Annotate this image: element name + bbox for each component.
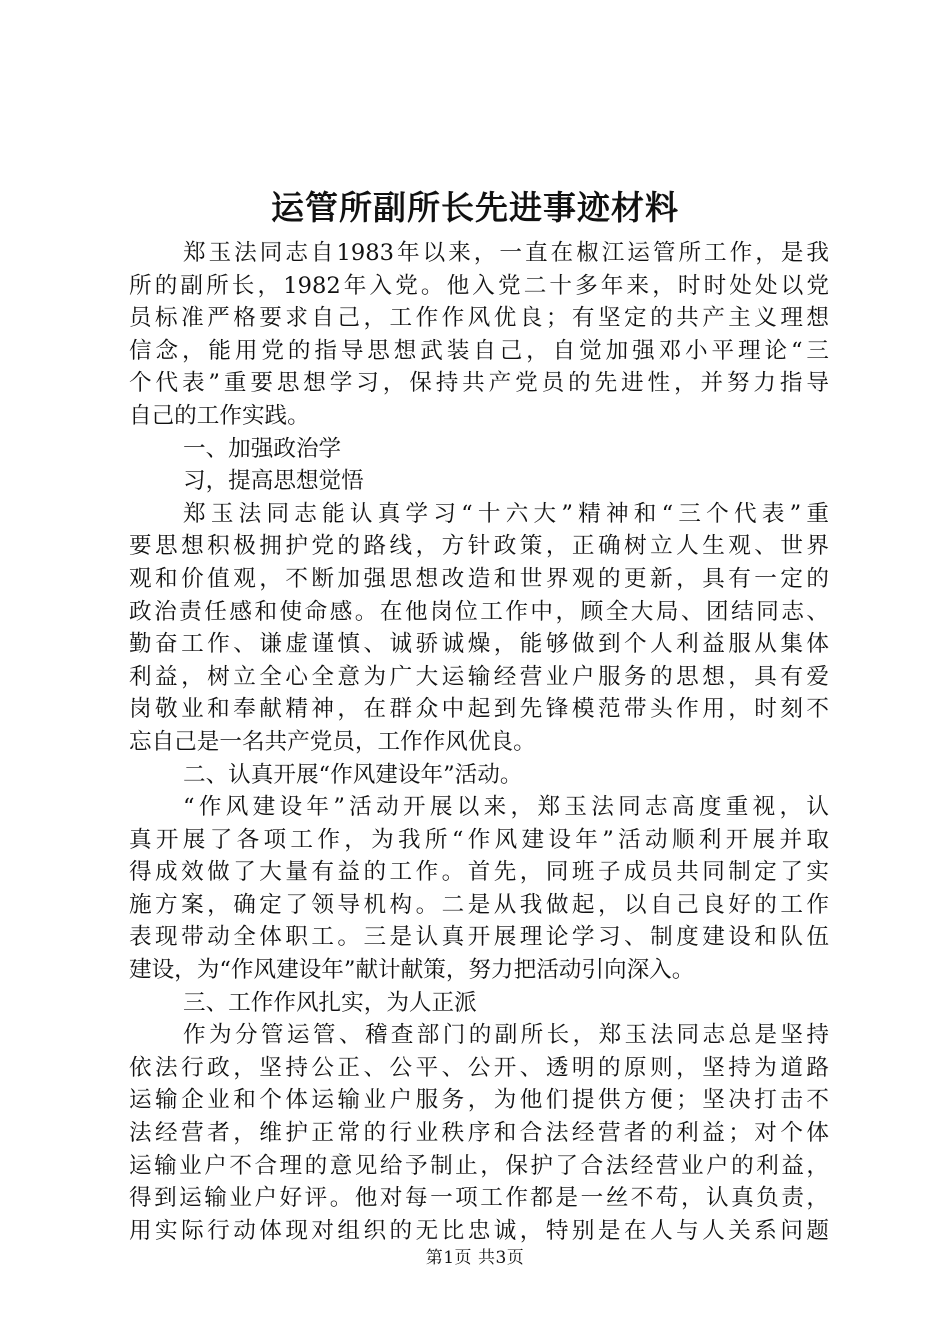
text-line: 运输业户不合理的意见给予制止，保护了合法经营业户的利益， <box>129 1152 829 1179</box>
text-line: 忘自己是一名共产党员，工作作风优良。 <box>129 728 536 755</box>
section-heading: 三、工作作风扎实，为人正派 <box>183 989 477 1016</box>
section-heading: 习，提高思想觉悟 <box>183 468 364 495</box>
document-body <box>129 237 829 1247</box>
text-line: 建设，为“作风建设年”献计献策，努力把活动引向深入。 <box>129 957 695 984</box>
section-heading: 二、认真开展“作风建设年”活动。 <box>183 761 523 788</box>
text-line: 政治责任感和使命感。在他岗位工作中，顾全大局、团结同志、 <box>129 598 829 625</box>
text-line: 所的副所长，1982年入党。他入党二十多年来，时时处处以党 <box>129 272 829 299</box>
text-line: 勤奋工作、谦虚谨慎、诚骄诚燥，能够做到个人利益服从集体 <box>129 631 829 658</box>
text-line: 法经营者，维护正常的行业秩序和合法经营者的利益；对个体 <box>129 1120 829 1147</box>
text-line: 真开展了各项工作，为我所“作风建设年”活动顺利开展并取 <box>129 826 829 853</box>
text-line: 个代表”重要思想学习，保持共产党员的先进性，并努力指导 <box>129 370 829 397</box>
text-line: 郑玉法同志能认真学习“十六大”精神和“三个代表”重 <box>183 500 829 527</box>
page-title: 运管所副所长先进事迹材料 <box>271 188 679 227</box>
text-line: “作风建设年”活动开展以来，郑玉法同志高度重视，认 <box>183 794 829 821</box>
text-line: 作为分管运管、稽查部门的副所长，郑玉法同志总是坚持 <box>183 1022 829 1049</box>
text-line: 用实际行动体现对组织的无比忠诚，特别是在人与人关系问题 <box>129 1217 829 1244</box>
text-line: 自己的工作实践。 <box>129 402 310 429</box>
section-heading: 一、加强政治学 <box>183 435 342 462</box>
text-line: 岗敬业和奉献精神，在群众中起到先锋模范带头作用，时刻不 <box>129 696 829 723</box>
text-line: 员标准严格要求自己，工作作风优良；有坚定的共产主义理想 <box>129 305 829 332</box>
text-line: 表现带动全体职工。三是认真开展理论学习、制度建设和队伍 <box>129 924 829 951</box>
text-line: 信念，能用党的指导思想武装自己，自觉加强邓小平理论“三 <box>129 337 829 364</box>
text-line: 观和价值观，不断加强思想改造和世界观的更新，具有一定的 <box>129 565 829 592</box>
text-line: 得到运输业户好评。他对每一项工作都是一丝不苟，认真负责， <box>129 1185 829 1212</box>
text-line: 利益，树立全心全意为广大运输经营业户服务的思想，具有爱 <box>129 663 829 690</box>
text-line: 得成效做了大量有益的工作。首先，同班子成员共同制定了实 <box>129 859 829 886</box>
text-line: 郑玉法同志自1983年以来，一直在椒江运管所工作，是我 <box>183 240 829 266</box>
text-line: 依法行政，坚持公正、公平、公开、透明的原则，坚持为道路 <box>129 1054 829 1081</box>
text-line: 运输企业和个体运输业户服务，为他们提供方便；坚决打击不 <box>129 1087 829 1114</box>
page-footer: 第1页 共3页 <box>425 1248 525 1268</box>
text-line: 要思想积极拥护党的路线，方针政策，正确树立人生观、世界 <box>129 533 829 560</box>
text-line: 施方案，确定了领导机构。二是从我做起，以自己良好的工作 <box>129 891 829 918</box>
